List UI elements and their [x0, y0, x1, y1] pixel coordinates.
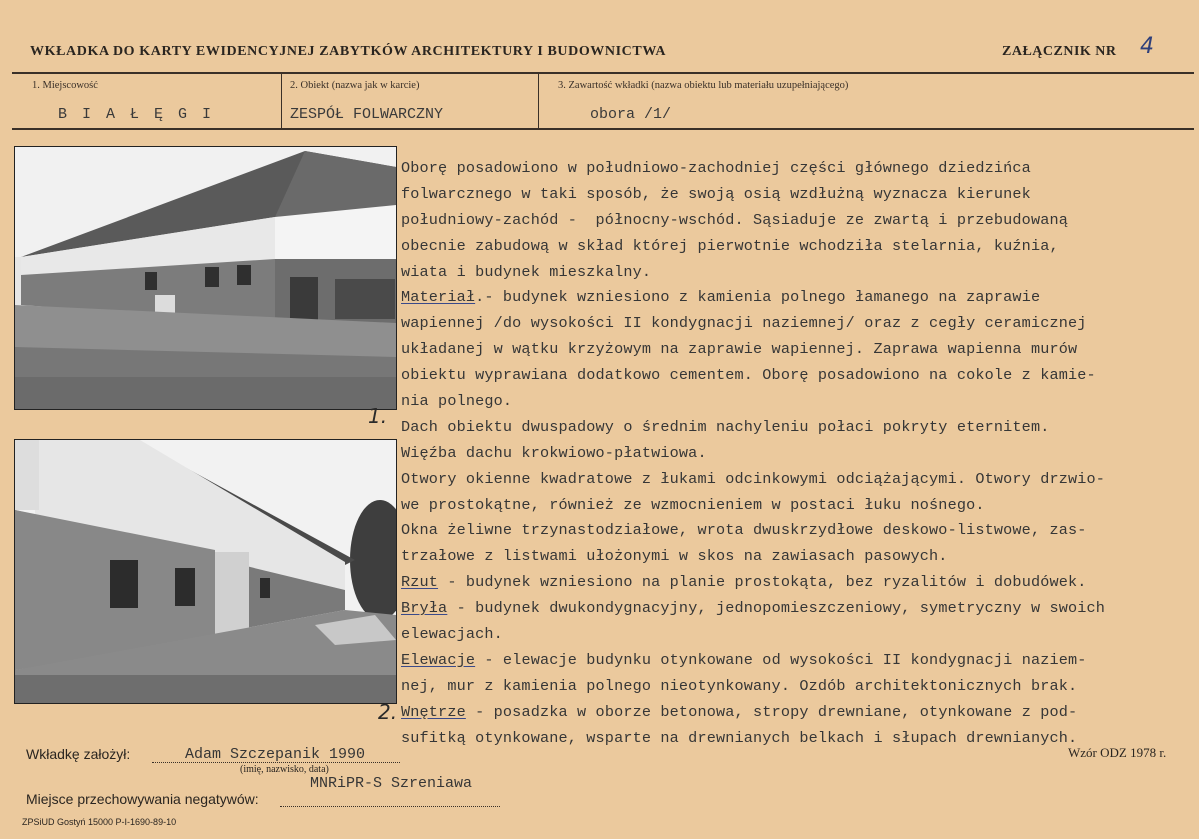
object-value: ZESPÓŁ FOLWARCZNY	[290, 106, 444, 123]
description-line: Okna żeliwne trzynastodziałowe, wrota dwuskrzydłowe deskowo-listwowe, zas-	[401, 521, 1087, 540]
description-line: Dach obiektu dwuspadowy o średnim nachyleniu połaci pokryty eternitem.	[401, 417, 1050, 436]
description-line: Materiał.- budynek wzniesiono z kamienia polnego łamanego na zaprawie	[401, 288, 1041, 307]
section-heading: Bryła	[401, 599, 448, 618]
field-divider-1	[281, 74, 282, 128]
description-line: wiata i budynek mieszkalny.	[401, 262, 652, 281]
header-divider	[12, 72, 1194, 74]
description-line: Więźba dachu krokwiowo-płatwiowa.	[401, 443, 707, 462]
description-line: obecnie zabudową w skład której pierwotnie wchodziła stelarnia, kuźnia,	[401, 236, 1059, 255]
printer-note: ZPSiUD Gostyń 15000 P-I-1690-89-10	[22, 817, 177, 827]
description-line: we prostokątne, również ze wzmocnieniem w postaci łuku nośnego.	[401, 495, 985, 514]
description-line: Otwory okienne kwadratowe z łukami odcinkowymi odciążającymi. Otwory drzwio-	[401, 469, 1106, 488]
annex-number: 4	[1140, 34, 1154, 59]
locality-label: 1. Miejscowość	[32, 80, 98, 91]
description-text	[401, 156, 1196, 751]
photo-barn-exterior-2	[14, 439, 397, 704]
description-line: trzałowe z listwami ułożonymi w skos na zawiasach pasowych.	[401, 547, 948, 566]
description-line: Oborę posadowiono w południowo-zachodniej części głównego dziedzińca	[401, 159, 1031, 177]
photo-2-number: 2.	[378, 700, 398, 724]
section-heading: Materiał	[401, 288, 476, 307]
object-label: 2. Obiekt (nazwa jak w karcie)	[290, 80, 420, 91]
description-line: obiektu wyprawiana dodatkowo cementem. Oborę posadowiono na cokole z kamie-	[401, 366, 1096, 385]
description-line: nia polnego.	[401, 392, 513, 411]
description-line: Bryła - budynek dwukondygnacyjny, jednopomieszczeniowy, symetryczny w swoich	[401, 599, 1106, 618]
locality-value: B I A Ł Ę G I	[58, 106, 215, 123]
annex-label: ZAŁĄCZNIK NR	[1002, 44, 1117, 59]
card-title: WKŁADKA DO KARTY EWIDENCYJNEJ ZABYTKÓW ARCHITEKTURY I BUDOWNICTWA	[30, 44, 667, 59]
author-hint: (imię, nazwisko, data)	[240, 764, 329, 775]
description-line: folwarcznego w taki sposób, że swoją osią wzdłużną wyznacza kierunek	[401, 184, 1031, 203]
author-value: Adam Szczepanik 1990	[185, 746, 366, 763]
storage-line	[280, 806, 500, 807]
content-value: obora /1/	[590, 106, 672, 123]
description-line: nej, mur z kamienia polnego nieotynkowany. Ozdób architektonicznych brak.	[401, 676, 1078, 695]
description-line: Wnętrze - posadzka w oborze betonowa, stropy drewniane, otynkowane z pod-	[401, 702, 1078, 721]
pattern-label: Wzór ODZ 1978 r.	[1068, 745, 1167, 760]
description-line: wapiennej /do wysokości II kondygnacji naziemnej/ oraz z cegły ceramicznej	[401, 314, 1087, 333]
fields-divider	[12, 128, 1194, 130]
description-line: sufitką otynkowane, wsparte na drewnianych belkach i słupach drewnianych.	[401, 728, 1078, 747]
content-label: 3. Zawartość wkładki (nazwa obiektu lub materiału uzupełniającego)	[558, 80, 849, 91]
author-label: Wkładkę założył:	[26, 746, 131, 762]
photo-barn-exterior-1	[14, 146, 397, 410]
photo-1-number: 1.	[368, 404, 388, 428]
section-heading: Wnętrze	[401, 702, 466, 721]
storage-label: Miejsce przechowywania negatywów:	[26, 791, 259, 807]
description-line: Rzut - budynek wzniesiono na planie prostokąta, bez ryzalitów i dobudówek.	[401, 573, 1087, 592]
section-heading: Rzut	[401, 573, 439, 592]
description-line: elewacjach.	[401, 625, 503, 644]
description-line: układanej w wątku krzyżowym na zaprawie wapiennej. Zaprawa wapienna murów	[401, 340, 1078, 359]
storage-value: MNRiPR-S Szreniawa	[310, 775, 473, 792]
description-line: południowy-zachód - północny-wschód. Sąsiaduje ze zwartą i przebudowaną	[401, 210, 1069, 229]
description-line: Elewacje - elewacje budynku otynkowane od wysokości II kondygnacji naziem-	[401, 650, 1087, 669]
section-heading: Elewacje	[401, 650, 476, 669]
field-divider-2	[538, 74, 539, 128]
